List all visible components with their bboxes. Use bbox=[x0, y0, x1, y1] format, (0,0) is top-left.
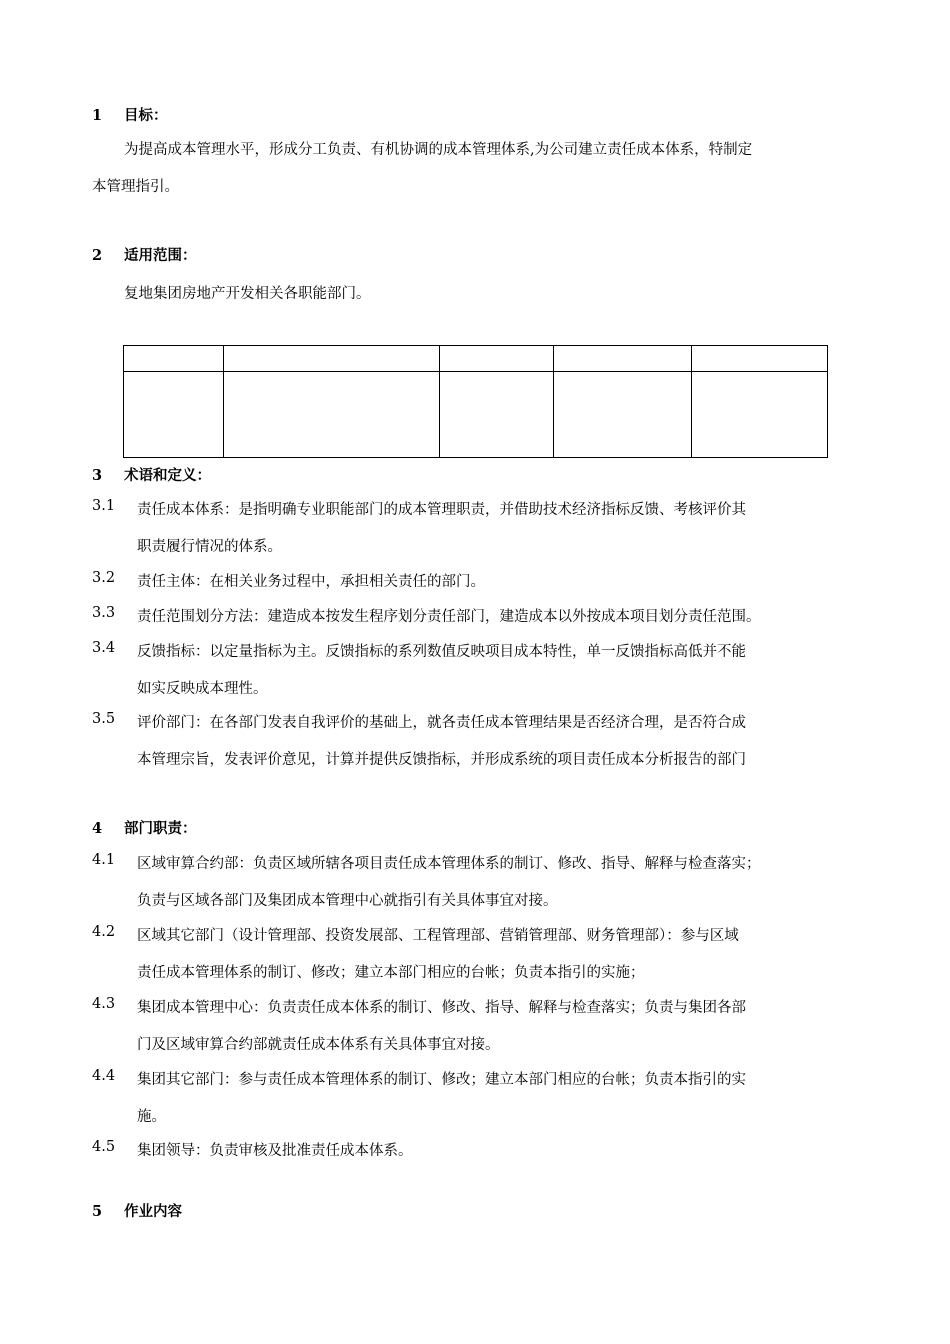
item-text: 反馈指标：以定量指标为主。反馈指标的系列数值反映项目成本特性，单一反馈指标高低并不能 bbox=[137, 644, 746, 660]
duty-4-1-cont: 负责与区域各部门及集团成本管理中心就指引有关具体事宜对接。 bbox=[137, 893, 558, 909]
section-title: 部门职责： bbox=[124, 820, 197, 837]
section-number: 1 bbox=[92, 107, 103, 124]
item-text: 区域其它部门（设计管理部、投资发展部、工程管理部、营销管理部、财务管理部）：参与区域 bbox=[137, 928, 739, 944]
item-number: 4.2 bbox=[92, 924, 116, 940]
section-number: 3 bbox=[92, 467, 103, 484]
empty-table bbox=[123, 345, 828, 458]
section-5-heading bbox=[92, 1200, 182, 1221]
section-3-heading bbox=[92, 464, 211, 485]
table-cell bbox=[124, 372, 224, 458]
item-text: 责任范围划分方法：建造成本按发生程序划分责任部门，建造成本以外按成本项目划分责任范围。 bbox=[137, 609, 761, 625]
item-number: 3.5 bbox=[92, 711, 116, 727]
section-title: 目标： bbox=[124, 107, 168, 124]
item-text: 集团领导：负责审核及批准责任成本体系。 bbox=[137, 1143, 413, 1159]
table-cell bbox=[440, 346, 554, 372]
scope-text: 复地集团房地产开发相关各职能部门。 bbox=[124, 286, 371, 302]
term-3-5-cont: 本管理宗旨，发表评价意见，计算并提供反馈指标，并形成系统的项目责任成本分析报告的部门 bbox=[137, 752, 746, 768]
table-cell bbox=[224, 372, 440, 458]
item-number: 4.3 bbox=[92, 996, 116, 1012]
item-text: 责任主体：在相关业务过程中，承担相关责任的部门。 bbox=[137, 574, 485, 590]
table-cell bbox=[440, 372, 554, 458]
item-number: 3.2 bbox=[92, 570, 116, 586]
table-cell bbox=[224, 346, 440, 372]
item-text: 集团成本管理中心：负责责任成本体系的制订、修改、指导、解释与检查落实；负责与集团各部 bbox=[137, 1000, 746, 1016]
table-row bbox=[124, 372, 828, 458]
item-text: 集团其它部门：参与责任成本管理体系的制订、修改；建立本部门相应的台帐；负责本指引的实 bbox=[137, 1072, 746, 1088]
section-title: 适用范围： bbox=[124, 247, 197, 264]
section-1-heading bbox=[92, 104, 168, 125]
item-text: 评价部门：在各部门发表自我评价的基础上，就各责任成本管理结果是否经济合理，是否符合成 bbox=[137, 715, 746, 731]
section-title: 术语和定义： bbox=[124, 467, 211, 484]
section-number: 4 bbox=[92, 820, 103, 837]
term-3-1-cont: 职责履行情况的体系。 bbox=[137, 539, 282, 555]
section-number: 2 bbox=[92, 247, 103, 264]
item-number: 3.1 bbox=[92, 498, 116, 514]
section-title: 作业内容 bbox=[124, 1203, 182, 1220]
item-number: 4.1 bbox=[92, 852, 116, 868]
duty-4-2-cont: 责任成本管理体系的制订、修改；建立本部门相应的台帐；负责本指引的实施； bbox=[137, 965, 645, 981]
section-2-heading bbox=[92, 244, 197, 265]
goal-line-1: 为提高成本管理水平，形成分工负责、有机协调的成本管理体系,为公司建立责任成本体系，特制定 bbox=[124, 142, 753, 158]
item-number: 4.4 bbox=[92, 1068, 116, 1084]
item-number: 3.4 bbox=[92, 640, 116, 656]
duty-4-4-cont: 施。 bbox=[137, 1109, 166, 1125]
table-cell bbox=[124, 346, 224, 372]
duty-4-3-cont: 门及区域审算合约部就责任成本体系有关具体事宜对接。 bbox=[137, 1037, 500, 1053]
table-cell bbox=[692, 346, 828, 372]
table-cell bbox=[554, 372, 692, 458]
item-number: 4.5 bbox=[92, 1139, 116, 1155]
table-cell bbox=[554, 346, 692, 372]
section-number: 5 bbox=[92, 1203, 103, 1220]
table-cell bbox=[692, 372, 828, 458]
item-number: 3.3 bbox=[92, 605, 116, 621]
term-3-4-cont: 如实反映成本理性。 bbox=[137, 681, 268, 697]
table-row bbox=[124, 346, 828, 372]
item-text: 责任成本体系：是指明确专业职能部门的成本管理职责，并借助技术经济指标反馈、考核评价其 bbox=[137, 502, 746, 518]
item-text: 区域审算合约部：负责区域所辖各项目责任成本管理体系的制订、修改、指导、解释与检查落实； bbox=[137, 856, 761, 872]
section-4-heading bbox=[92, 817, 197, 838]
goal-line-2: 本管理指引。 bbox=[92, 179, 179, 195]
